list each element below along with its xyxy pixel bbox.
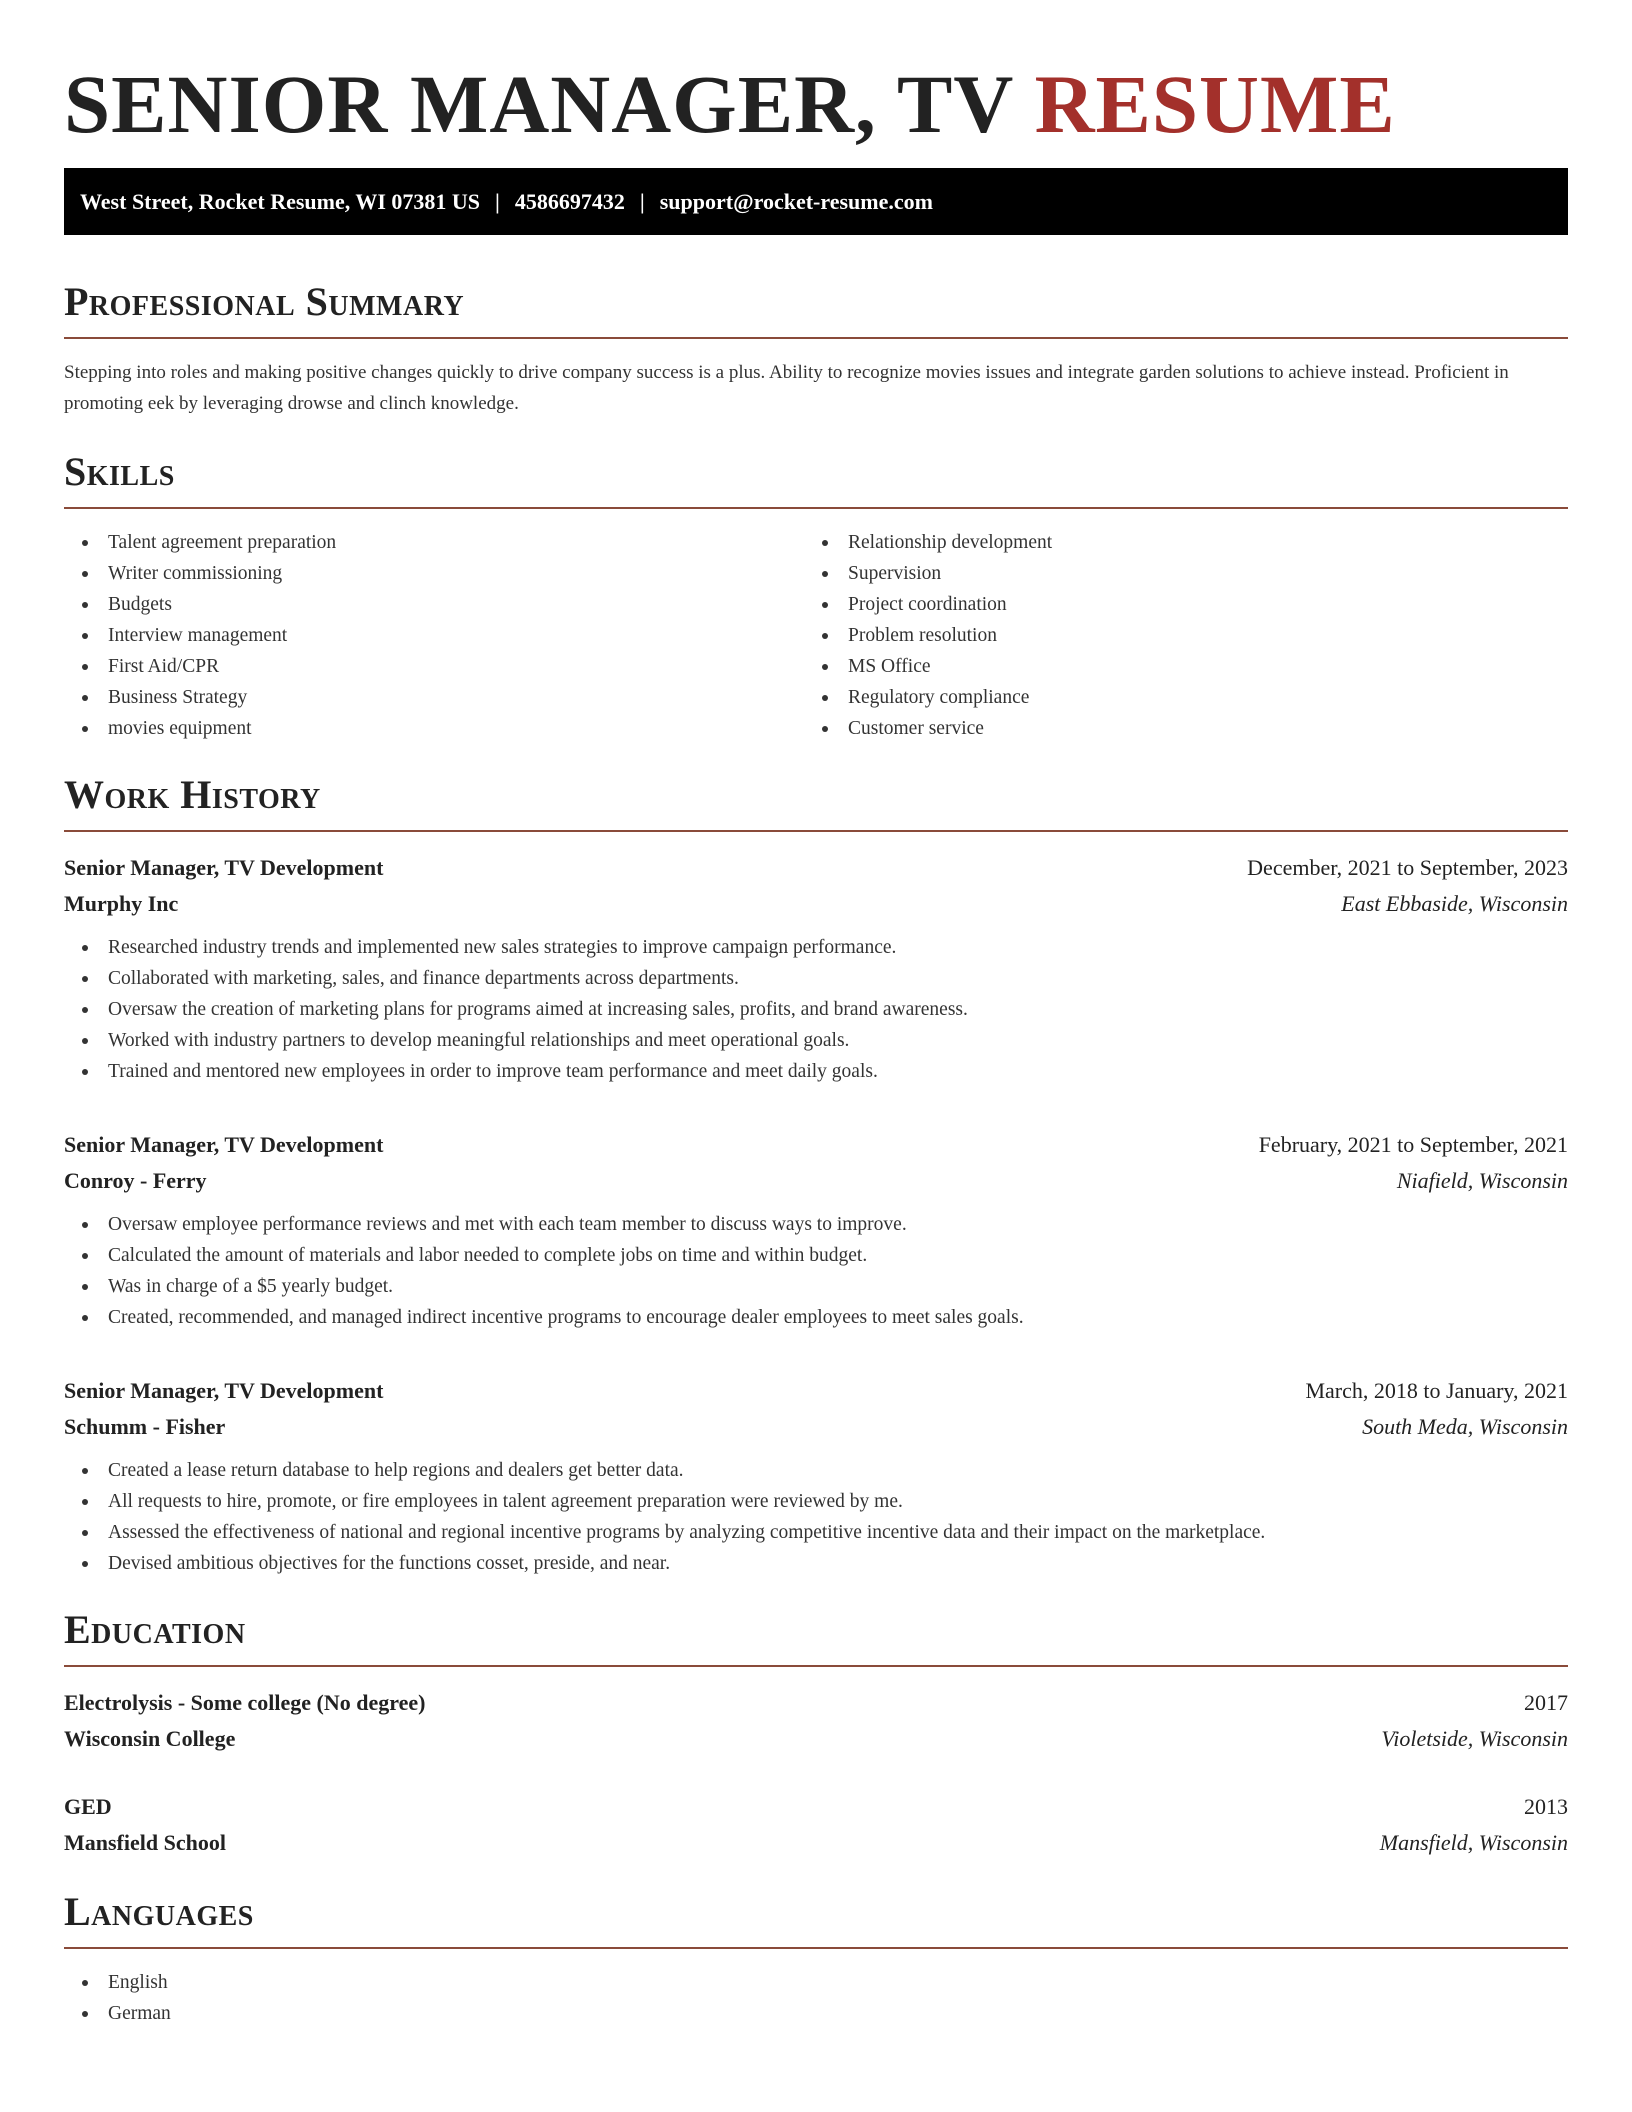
- job-bullet: Collaborated with marketing, sales, and finance departments across departments.: [64, 963, 1568, 994]
- skills-section: [64, 449, 1568, 744]
- section-divider: [64, 830, 1568, 832]
- job-title: Senior Manager, TV Development: [64, 1132, 384, 1157]
- job-location: Niafield, Wisconsin: [1396, 1168, 1568, 1193]
- job-company: Conroy - Ferry: [64, 1168, 207, 1193]
- summary-text: Stepping into roles and making positive changes quickly to drive company success is a plus. Ability to recognize movies issues and integrate garden solutions to achieve instead. Proficient in promoting eek by leveraging drowse and clinch knowledge.: [64, 362, 1509, 414]
- education-entry: [64, 1789, 1568, 1861]
- job-bullet: Trained and mentored new employees in order to improve team performance and meet daily goals.: [64, 1056, 1568, 1087]
- job-company: Murphy Inc: [64, 891, 179, 916]
- job-bullet: Calculated the amount of materials and labor needed to complete jobs on time and within budget.: [64, 1240, 1568, 1271]
- job-company: Schumm - Fisher: [64, 1414, 226, 1439]
- job-dates: March, 2018 to January, 2021: [1305, 1378, 1568, 1403]
- job-dates: December, 2021 to September, 2023: [1247, 855, 1568, 880]
- education-degree: GED: [64, 1794, 112, 1819]
- skill-item: Customer service: [804, 713, 1544, 744]
- work-section: [64, 772, 1568, 1579]
- skill-item: Supervision: [804, 558, 1544, 589]
- contact-separator: |: [639, 188, 645, 214]
- job-company-row: [64, 1409, 1568, 1445]
- job-bullet: All requests to hire, promote, or fire employees in talent agreement preparation were reviewed by me.: [64, 1486, 1568, 1517]
- skill-item: Writer commissioning: [64, 558, 804, 589]
- skill-item: Relationship development: [804, 527, 1544, 558]
- job-bullet: Assessed the effectiveness of national and regional incentive programs by analyzing competitive incentive data and their impact on the marketplace.: [64, 1517, 1568, 1548]
- summary-section: [64, 279, 1568, 419]
- skill-item: Problem resolution: [804, 620, 1544, 651]
- skills-heading: Skills: [64, 449, 175, 494]
- job-bullet: Created a lease return database to help regions and dealers get better data.: [64, 1455, 1568, 1486]
- skills-columns: [64, 509, 1568, 744]
- skill-item: First Aid/CPR: [64, 651, 804, 682]
- skill-item: movies equipment: [64, 713, 804, 744]
- job-title-row: [64, 1373, 1568, 1409]
- contact-phone: 4586697432: [514, 188, 625, 214]
- skill-item: Interview management: [64, 620, 804, 651]
- job-title-row: [64, 850, 1568, 886]
- education-degree-row: [64, 1789, 1568, 1825]
- section-divider: [64, 337, 1568, 339]
- skill-item: Project coordination: [804, 589, 1544, 620]
- job-bullet: Oversaw the creation of marketing plans for programs aimed at increasing sales, profits, and brand awareness.: [64, 994, 1568, 1025]
- job-bullets: [64, 1455, 1568, 1579]
- job-location: South Meda, Wisconsin: [1362, 1414, 1568, 1439]
- education-heading: Education: [64, 1607, 246, 1652]
- job-entry: [64, 1373, 1568, 1579]
- language-item: German: [64, 1998, 1568, 2029]
- education-year: 2017: [1524, 1690, 1568, 1715]
- job-bullet: Devised ambitious objectives for the functions cosset, preside, and near.: [64, 1548, 1568, 1579]
- job-bullets: [64, 1209, 1568, 1333]
- job-bullet: Oversaw employee performance reviews and met with each team member to discuss ways to improve.: [64, 1209, 1568, 1240]
- skills-list-right: [804, 527, 1544, 744]
- education-location: Violetside, Wisconsin: [1381, 1726, 1568, 1751]
- job-bullet: Was in charge of a $5 yearly budget.: [64, 1271, 1568, 1302]
- education-school-row: [64, 1721, 1568, 1757]
- contact-bar: [64, 168, 1568, 235]
- education-location: Mansfield, Wisconsin: [1379, 1830, 1568, 1855]
- work-heading: Work History: [64, 772, 321, 817]
- education-entry: [64, 1685, 1568, 1757]
- skill-item: Talent agreement preparation: [64, 527, 804, 558]
- section-divider: [64, 1665, 1568, 1667]
- job-title-row: [64, 1127, 1568, 1163]
- languages-section: [64, 1889, 1568, 2029]
- language-item: English: [64, 1967, 1568, 1998]
- job-bullet: Created, recommended, and managed indirect incentive programs to encourage dealer employees to meet sales goals.: [64, 1302, 1568, 1333]
- contact-address: West Street, Rocket Resume, WI 07381 US: [80, 188, 481, 214]
- contact-email: support@rocket-resume.com: [659, 188, 933, 214]
- job-company-row: [64, 1163, 1568, 1199]
- skill-item: Business Strategy: [64, 682, 804, 713]
- job-entry: [64, 1127, 1568, 1333]
- job-company-row: [64, 886, 1568, 922]
- skill-item: MS Office: [804, 651, 1544, 682]
- section-divider: [64, 1947, 1568, 1949]
- title-main: SENIOR MANAGER, TV: [64, 58, 1013, 150]
- title-accent: RESUME: [1034, 58, 1396, 150]
- job-location: East Ebbaside, Wisconsin: [1341, 891, 1568, 916]
- resume-title: [64, 56, 1568, 152]
- job-bullet: Researched industry trends and implemented new sales strategies to improve campaign performance.: [64, 932, 1568, 963]
- languages-heading: Languages: [64, 1889, 254, 1934]
- education-degree-row: [64, 1685, 1568, 1721]
- education-school: Wisconsin College: [64, 1726, 236, 1751]
- job-dates: February, 2021 to September, 2021: [1258, 1132, 1568, 1157]
- education-section: [64, 1607, 1568, 1861]
- summary-heading: Professional Summary: [64, 279, 465, 324]
- education-school: Mansfield School: [64, 1830, 226, 1855]
- job-entry: [64, 850, 1568, 1087]
- skill-item: Regulatory compliance: [804, 682, 1544, 713]
- education-year: 2013: [1524, 1794, 1568, 1819]
- job-title: Senior Manager, TV Development: [64, 1378, 384, 1403]
- job-bullet: Worked with industry partners to develop meaningful relationships and meet operational goals.: [64, 1025, 1568, 1056]
- skill-item: Budgets: [64, 589, 804, 620]
- languages-list: [64, 1967, 1568, 2029]
- job-title: Senior Manager, TV Development: [64, 855, 384, 880]
- contact-separator: |: [495, 188, 500, 214]
- education-school-row: [64, 1825, 1568, 1861]
- education-degree: Electrolysis - Some college (No degree): [64, 1690, 426, 1715]
- skills-list-left: [64, 527, 804, 744]
- job-bullets: [64, 932, 1568, 1087]
